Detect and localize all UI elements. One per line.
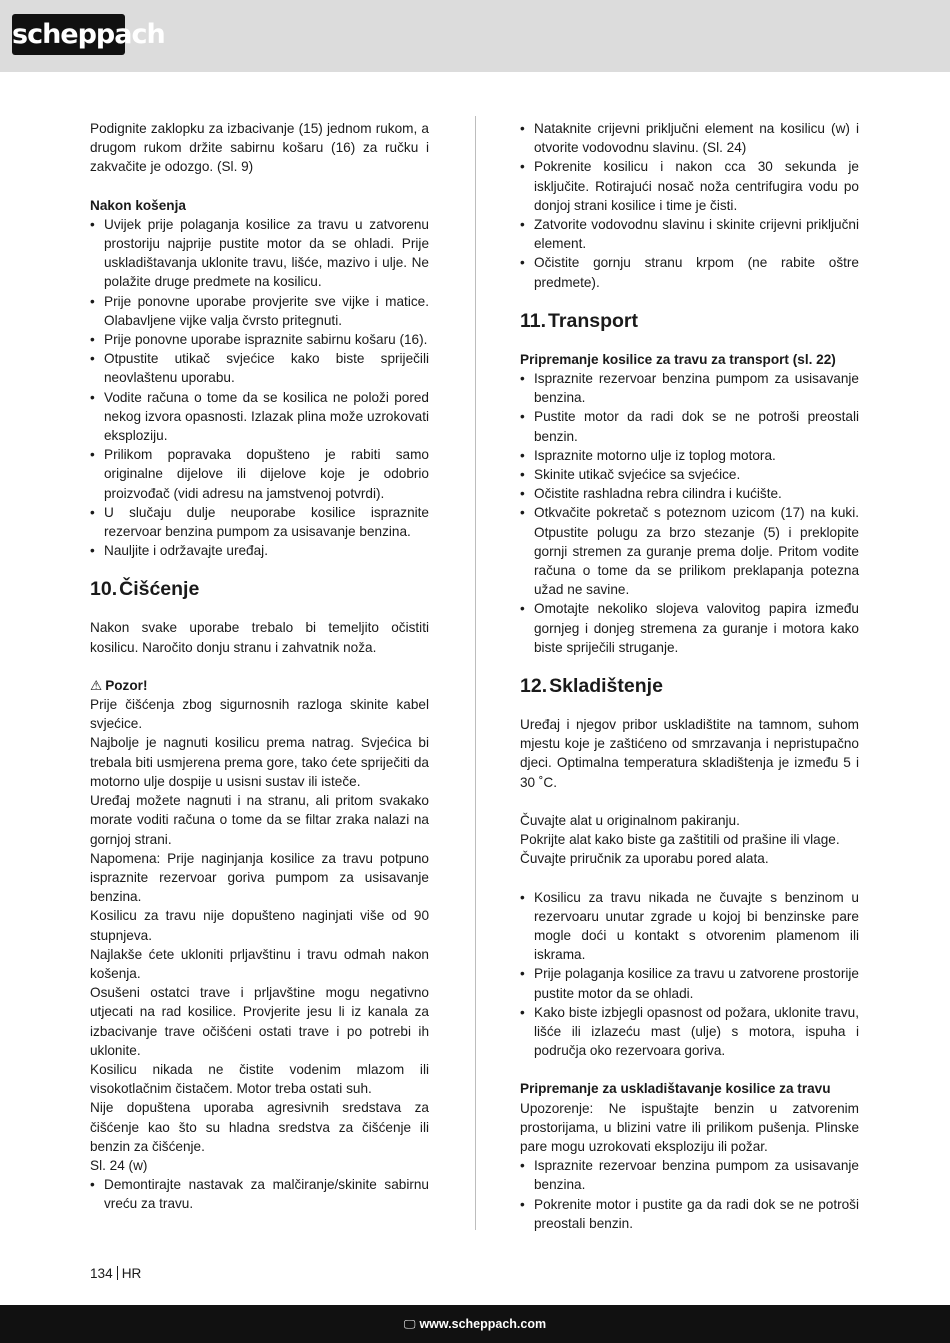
list-item: • Nataknite crijevni priključni element na kosilicu (w) i otvorite vodovodnu slavinu. (Sl. 24): [520, 119, 859, 157]
list-item: • Pokrenite motor i pustite ga da radi dok se ne potroši preostali benzin.: [520, 1195, 859, 1233]
list-item: • Prilikom popravaka dopušteno je rabiti samo originalne dijelove ili dijelove koje je odobrio proizvođač (vidi adresu na jamstvenoj potvrdi).: [90, 445, 429, 503]
page-footer: [0, 1305, 950, 1343]
storage-line: Pokrijte alat kako biste ga zaštitili od prašine ili vlage.: [520, 832, 840, 848]
warning-paragraph: Kosilicu nikada ne čistite vodenim mlazom ili visokotlačnim čistačem. Motor treba ostati suh.: [90, 1061, 429, 1097]
list-item: • Kosilicu za travu nikada ne čuvajte s benzinom u rezervoaru unutar zgrade u kojoj bi benzinske pare mogle doći u kontakt s otvorenim plamenom ili iskrama.: [520, 888, 859, 965]
warning-heading: [90, 676, 429, 695]
list-item: • Otpustite utikač svjećice kako biste spriječili neovlaštenu uporabu.: [90, 349, 429, 387]
section-10-heading: [90, 577, 429, 601]
website-link[interactable]: www.scheppach.com: [419, 1317, 547, 1331]
list-item: • Pustite motor da radi dok se ne potroši preostali benzin.: [520, 407, 859, 445]
section-title: Čišćenje: [119, 578, 200, 601]
storage-prep-heading: Pripremanje za uskladištavanje kosilice za travu: [520, 1081, 831, 1097]
warning-paragraph: Napomena: Prije naginjanja kosilice za travu potpuno ispraznite rezervoar goriva pumpom za usisavanje benzina.: [90, 850, 429, 905]
section-number: 10.: [90, 578, 118, 601]
warning-paragraph: Osušeni ostatci trave i prljavštine mogu negativno utjecati na rad kosilice. Provjerite jesu li iz kanala za izbacivanje trave očišćeni ostati trave i po potrebi ih uklonite.: [90, 985, 429, 1058]
left-column: [90, 119, 429, 1214]
list-item: • Očistite gornju stranu krpom (ne rabite oštre predmete).: [520, 253, 859, 291]
list-item: • Skinite utikač svjećice sa svjećice.: [520, 465, 859, 484]
storage-intro: Uređaj i njegov pribor uskladištite na tamnom, suhom mjestu koje je zaštićeno od smrzavanja i nepristupačno djeci. Optimalna temperatura skladištenja je između 5 i 30 ˚C.: [520, 717, 859, 790]
warning-label: Pozor!: [105, 677, 148, 693]
warning-paragraph: Prije čišćenja zbog sigurnosnih razloga skinite kabel svjećice.: [90, 697, 429, 732]
storage-line: Čuvajte alat u originalnom pakiranju.: [520, 812, 740, 828]
section-11-heading: [520, 309, 859, 333]
page-number-value: 134: [90, 1266, 113, 1281]
cleaning-intro: Nakon svake uporabe trebalo bi temeljito očistiti kosilicu. Naročito donju stranu i zahvatnik noža.: [90, 620, 429, 655]
section-title: Skladištenje: [549, 675, 663, 698]
after-mowing-heading: Nakon košenja: [90, 197, 186, 213]
scheppach-logo: scheppach: [12, 14, 125, 55]
list-item: • Otkvačite pokretač s poteznom uzicom (17) na kuki. Otpustite polugu za brzo stezanje (5) i preklopite gornji stremen za guranje prema dolje. Pritom vodite računa o tome da se prilikom preklapanja potezna užad ne savine.: [520, 503, 859, 599]
page-header: [0, 0, 950, 72]
after-mowing-list: [90, 215, 429, 561]
list-item: • Ispraznite rezervoar benzina pumpom za usisavanje benzina.: [520, 1156, 859, 1194]
monitor-icon: 🖵: [403, 1317, 416, 1331]
transport-list: [520, 369, 859, 657]
list-item: • U slučaju dulje neuporabe kosilice ispraznite rezervoar benzina pumpom za usisavanje benzina.: [90, 503, 429, 541]
list-item: • Prije polaganja kosilice za travu u zatvorene prostorije pustite motor da se ohladi.: [520, 964, 859, 1002]
list-item: • Očistite rashladna rebra cilindra i kućište.: [520, 484, 859, 503]
list-item: • Ispraznite motorno ulje iz toplog motora.: [520, 446, 859, 465]
transport-heading: Pripremanje kosilice za travu za transport (sl. 22): [520, 351, 836, 367]
list-item: • Demontirajte nastavak za malčiranje/skinite sabirnu vreću za travu.: [90, 1175, 429, 1213]
list-item: • Kako biste izbjegli opasnost od požara, uklonite travu, lišće ili izlazeću mast (ulje) s motora, ispuha i područja oko rezervoara goriva.: [520, 1003, 859, 1061]
column-divider: [475, 116, 476, 1230]
section-number: 11.: [520, 309, 547, 332]
figure-reference: Sl. 24 (w): [90, 1157, 148, 1173]
list-item: • Prije ponovne uporabe ispraznite sabirnu košaru (16).: [90, 330, 429, 349]
warning-icon: ⚠: [90, 677, 103, 693]
right-column: [520, 119, 859, 1233]
list-item: • Nauljite i održavajte uređaj.: [90, 541, 429, 560]
language-code: HR: [121, 1266, 142, 1281]
list-item: • Zatvorite vodovodnu slavinu i skinite crijevni priključni element.: [520, 215, 859, 253]
cleaning-steps-list: [90, 1175, 429, 1213]
section-title: Transport: [548, 309, 638, 332]
storage-prep-warning: Upozorenje: Ne ispuštajte benzin u zatvorenim prostorijama, u blizini vatre ili prilikom pušenja. Plinske pare mogu uzrokovati eksploziju ili požar.: [520, 1100, 859, 1154]
intro-paragraph: Podignite zaklopku za izbacivanje (15) jednom rukom, a drugom rukom držite sabirnu košaru (16) za ručku i zakvačite je odozgo. (Sl. 9): [90, 121, 429, 175]
warning-paragraph: Kosilicu za travu nije dopušteno naginjati više od 90 stupnjeva.: [90, 908, 429, 943]
separator: [117, 1266, 118, 1280]
list-item: • Prije ponovne uporabe provjerite sve vijke i matice. Olabavljene vijke valja čvrsto pritegnuti.: [90, 292, 429, 330]
list-item: • Omotajte nekoliko slojeva valovitog papira između gornjeg i donjeg stremena za guranje i motora kako biste spriječili struganje.: [520, 599, 859, 657]
page-number: [90, 1265, 141, 1283]
section-number: 12.: [520, 675, 548, 698]
list-item: • Pokrenite kosilicu i nakon cca 30 sekunda je isključite. Rotirajući nosač noža centrifugira vodu po donjoj strani kosilice i time je čisti.: [520, 157, 859, 215]
warning-paragraph: Najbolje je nagnuti kosilicu prema natrag. Svjećica bi trebala biti usmjerena prema gore, tako ćete spriječiti da motorno ulje dospije u usisni sustav ili isteče.: [90, 735, 429, 789]
list-item: • Uvijek prije polaganja kosilice za travu u zatvorenu prostoriju najprije pustite motor da se ohladi. Prije uskladištavanja uklonite travu, lišće, mazivo i ulje. Ne polažite druge predmete na kosilicu.: [90, 215, 429, 292]
list-item: • Vodite računa o tome da se kosilica ne položi pored nekog izvora opasnosti. Izlazak plina može uzrokovati eksploziju.: [90, 388, 429, 446]
storage-list: [520, 888, 859, 1061]
cleaning-steps-continued: [520, 119, 859, 292]
warning-paragraph: Nije dopuštena uporaba agresivnih sredstava za čišćenje kao što su hladna sredstva za čišćenje ili benzin za čišćenje.: [90, 1100, 429, 1154]
storage-line: Čuvajte priručnik za uporabu pored alata.: [520, 851, 769, 867]
section-12-heading: [520, 674, 859, 698]
storage-prep-list: [520, 1156, 859, 1233]
warning-paragraph: Najlakše ćete ukloniti prljavštinu i travu odmah nakon košenja.: [90, 946, 429, 981]
list-item: • Ispraznite rezervoar benzina pumpom za usisavanje benzina.: [520, 369, 859, 407]
warning-paragraph: Uređaj možete nagnuti i na stranu, ali pritom svakako morate voditi računa o tome da se filtar zraka nalazi na gornjoj strani.: [90, 793, 429, 847]
